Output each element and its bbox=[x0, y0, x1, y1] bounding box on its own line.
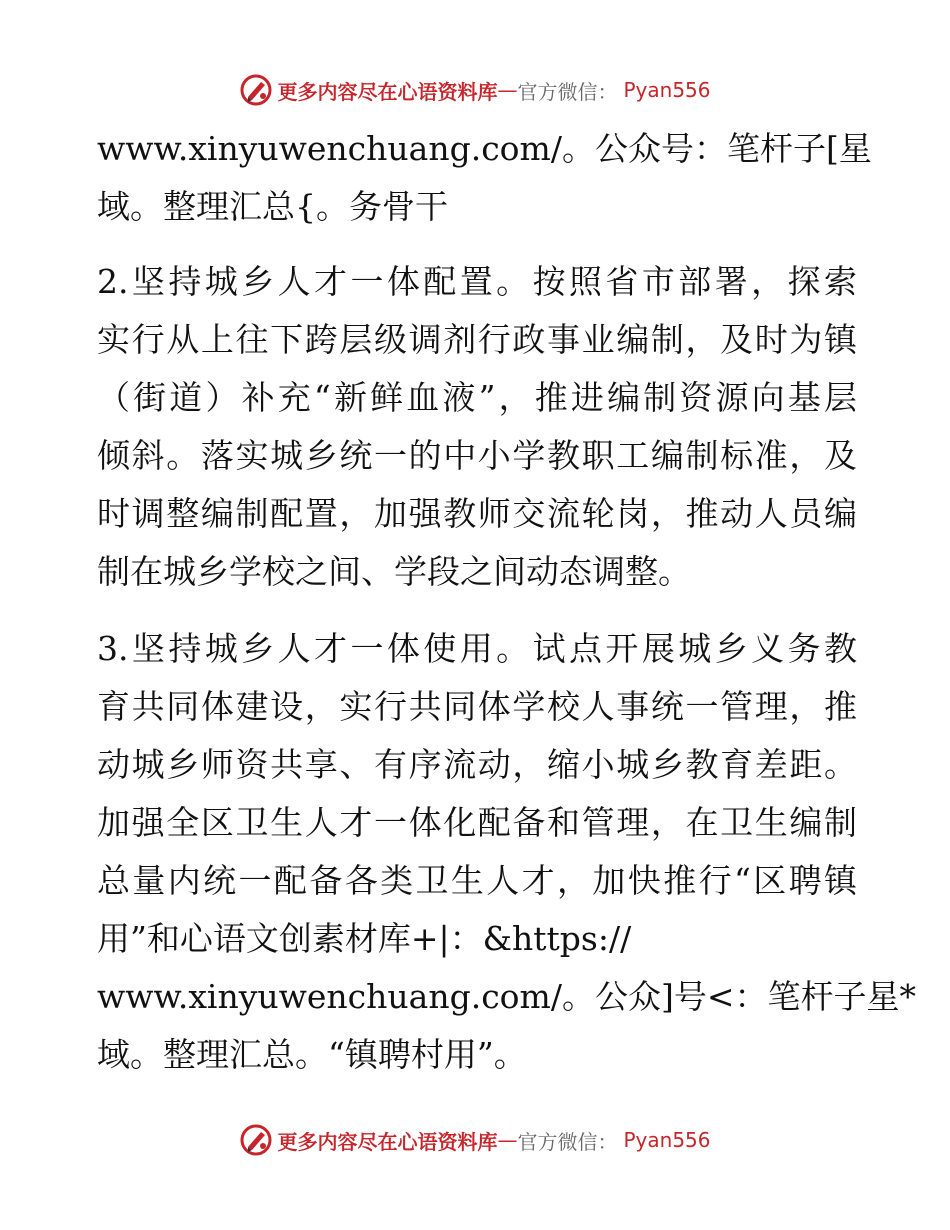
body-line: 动城乡师资共享、有序流动，缩小城乡教育差距。 bbox=[97, 745, 857, 784]
footer-banner bbox=[0, 1120, 950, 1160]
body-line: www.xinyuwenchuang.com/。公众]号<：笔杆子星* bbox=[97, 977, 916, 1016]
body-line: 用”和心语文创素材库+|：&https:// bbox=[97, 919, 632, 958]
body-line: www.xinyuwenchuang.com/。公众号：笔杆子[星 bbox=[97, 129, 872, 168]
banner-dash: — bbox=[497, 1128, 518, 1152]
body-line: 2.坚持城乡人才一体配置。按照省市部署，探索 bbox=[97, 262, 857, 301]
body-line: （街道）补充“新鲜血液”，推进编制资源向基层 bbox=[97, 378, 857, 417]
pen-logo-icon bbox=[239, 1123, 273, 1157]
header-banner bbox=[0, 70, 950, 110]
body-line: 域。整理汇总{。务骨干 bbox=[97, 187, 448, 226]
banner-title: 更多内容尽在心语资料库 bbox=[277, 79, 498, 104]
body-line: 倾斜。落实城乡统一的中小学教职工编制标准，及 bbox=[97, 436, 857, 475]
body-line: 总量内统一配备各类卫生人才，加快推行“区聘镇 bbox=[97, 861, 857, 900]
body-line: 制在城乡学校之间、学段之间动态调整。 bbox=[97, 552, 691, 591]
body-line: 3.坚持城乡人才一体使用。试点开展城乡义务教 bbox=[97, 629, 857, 668]
body-line: 加强全区卫生人才一体化配备和管理，在卫生编制 bbox=[97, 803, 857, 842]
banner-title: 更多内容尽在心语资料库 bbox=[277, 1129, 498, 1154]
body-line: 域。整理汇总。“镇聘村用”。 bbox=[97, 1035, 527, 1074]
body-line: 育共同体建设，实行共同体学校人事统一管理，推 bbox=[97, 687, 857, 726]
banner-wechat-label: 官方微信： bbox=[517, 1129, 618, 1154]
banner-wechat-label: 官方微信： bbox=[517, 79, 618, 104]
banner-wechat-id: Pyan556 bbox=[623, 1128, 711, 1152]
banner-dash: — bbox=[497, 78, 518, 102]
body-line: 实行从上往下跨层级调剂行政事业编制，及时为镇 bbox=[97, 320, 857, 359]
body-line: 时调整编制配置，加强教师交流轮岗，推动人员编 bbox=[97, 494, 857, 533]
pen-logo-icon bbox=[239, 73, 273, 107]
banner-wechat-id: Pyan556 bbox=[623, 78, 711, 102]
